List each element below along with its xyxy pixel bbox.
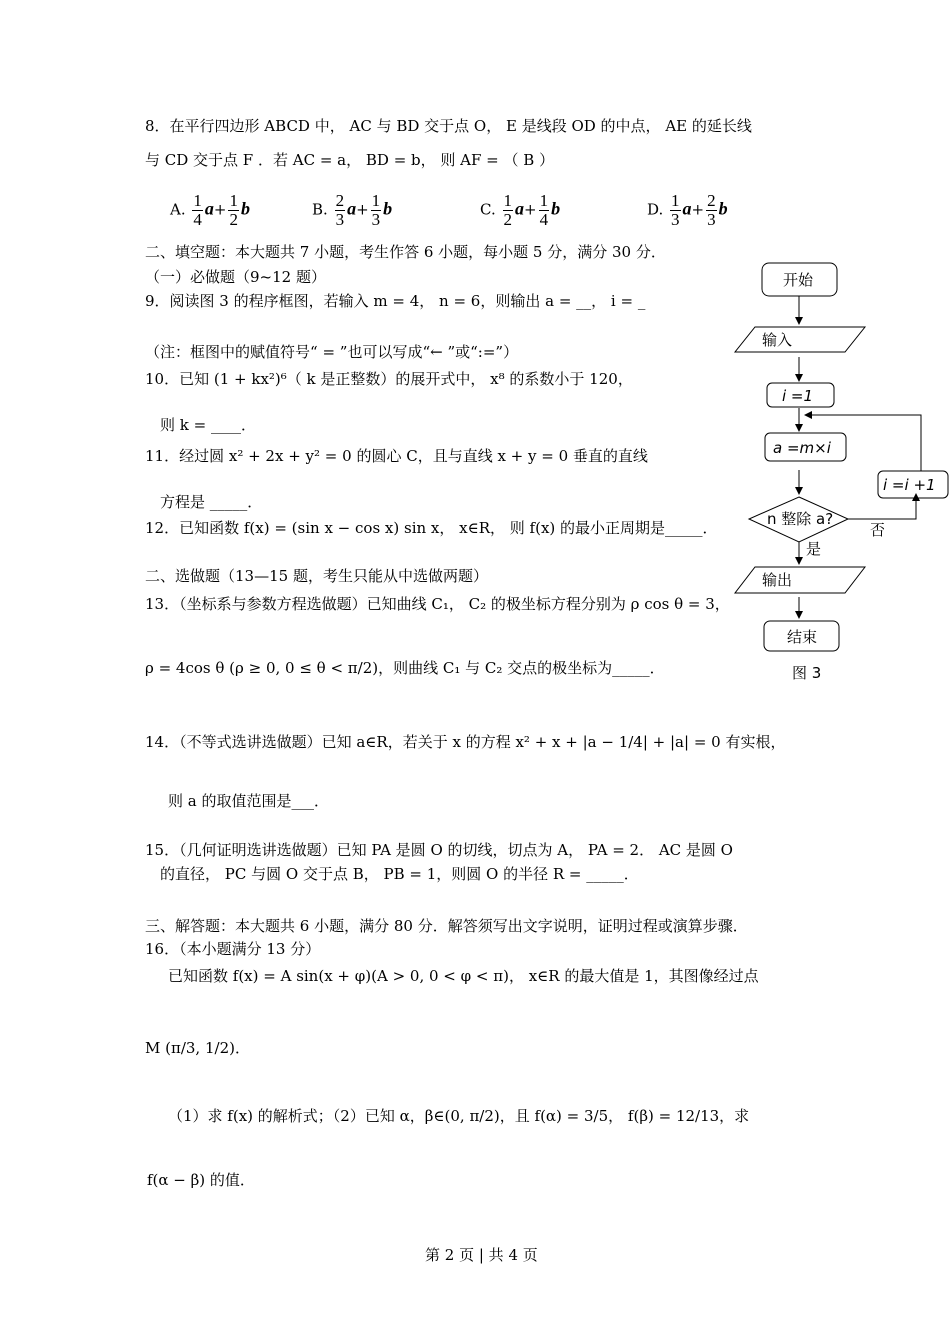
fraction: $\frac{1}{3}$ [371,191,381,229]
end-label: 结束 [787,628,818,646]
output-label: 输出 [762,571,793,589]
q15: 15．（几何证明选讲选做题）已知 PA 是圆 O 的切线，切点为 A， PA = 2． AC 是圆 O [145,841,733,859]
fraction: $\frac{1}{3}$ [671,191,680,229]
figure-caption: 图 3 [792,664,822,682]
input-node [735,327,865,352]
start-label: 开始 [783,271,814,289]
q8-line2 [145,150,554,170]
q13: 13．（坐标系与参数方程选做题）已知曲线 C₁， C₂ 的极坐标方程分别为 ρ cos θ = 3， [145,595,730,613]
choice-label: B. [312,200,328,219]
q11-answer-line: 方程是 _____． [160,493,263,511]
input-label: 输入 [762,331,793,349]
section-3-heading: 三、解答题：本大题共 6 小题，满分 80 分．解答须写出文字说明，证明过程或演算步骤． [145,917,748,935]
q14: 14．（不等式选讲选做题）已知 a∈R，若关于 x 的方程 x² + x + |a − 1/4| + |a| = 0 有实根， [145,733,786,751]
q16-heading: 16．（本小题满分 13 分） [145,940,321,958]
choice-label: A. [170,200,186,219]
condition-label: n 整除 a? [767,510,834,528]
q10: 10．已知 (1 + kx²)⁶（ k 是正整数）的展开式中， x⁸ 的系数小于 120， [145,370,633,388]
q15-line2: 的直径， PC 与圆 O 交于点 B， PB = 1，则圆 O 的半径 R = _____． [160,865,639,883]
output-node [735,567,865,593]
q13-line2: ρ = 4cos θ (ρ ≥ 0, 0 ≤ θ < π/2)，则曲线 C₁ 与 C₂ 交点的极坐标为_____． [145,659,665,677]
section-2-sub: （一）必做题（9~12 题） [145,268,326,286]
q9-note: （注：框图中的赋值符号“ = ”也可以写成“← ”或“:=”） [145,343,519,361]
choice-label: C. [480,200,496,219]
page-footer: 第 2 页 | 共 4 页 [425,1246,538,1264]
q8-answer: （ B ） [503,151,555,169]
q11: 11．经过圆 x² + 2x + y² = 0 的圆心 C，且与直线 x + y = 0 垂直的直线 [145,447,648,465]
choice-c: C. $\frac{1}{2}$ a+ $\frac{1}{4}$ b [480,191,561,229]
q8-stem: 与 CD 交于点 F ．若 AC = a， BD = b， 则 AF = [145,151,499,169]
choice-label: D. [647,200,664,219]
assign-label: a =m×i [773,439,831,457]
q12: 12．已知函数 f(x) = (sin x − cos x) sin x， x∈R， 则 f(x) 的最小正周期是_____． [145,519,718,537]
flowchart-figure-3 [720,255,950,695]
q16-final: f(α − β) 的值． [147,1171,255,1189]
init-label: i =1 [782,387,814,405]
q14-answer-line: 则 a 的取值范围是___． [168,792,329,810]
fraction: $\frac{1}{2}$ [229,191,238,229]
section-2-heading: 二、填空题：本大题共 7 小题，考生作答 6 小题，每小题 5 分，满分 30 分． [145,243,666,261]
increment-label: i =i +1 [883,476,936,494]
q8-line1: 8．在平行四边形 ABCD 中， AC 与 BD 交于点 O， E 是线段 OD 的中点， AE 的延长线 [145,117,752,135]
yes-label: 是 [806,540,822,558]
q16-parts: （1）求 f(x) 的解析式；（2）已知 α，β∈(0, π/2)，且 f(α) = 3/5， f(β) = 12/13，求 [168,1107,750,1125]
q9: 9．阅读图 3 的程序框图，若输入 m = 4， n = 6，则输出 a = __， i = _ [145,292,646,310]
fraction: $\frac{1}{4}$ [539,191,549,229]
choice-b: B. $\frac{2}{3}$ a+ $\frac{1}{3}$ b [312,191,393,229]
fraction: $\frac{2}{3}$ [335,191,345,229]
fraction: $\frac{1}{4}$ [193,191,202,229]
choice-d: D. $\frac{1}{3}$ a+ $\frac{2}{3}$ b [647,191,728,229]
q16-point-m: M (π/3, 1/2)． [145,1039,250,1057]
q10-answer-line: 则 k = ____． [160,416,256,434]
fraction: $\frac{1}{2}$ [503,191,512,229]
section-optional-heading: 二、选做题（13—15 题，考生只能从中选做两题） [145,567,488,585]
choice-a: A. $\frac{1}{4}$ a+ $\frac{1}{2}$ b [170,191,250,229]
q16-stem: 已知函数 f(x) = A sin(x + φ)(A > 0, 0 < φ < π)， x∈R 的最大值是 1，其图像经过点 [168,967,759,985]
fraction: $\frac{2}{3}$ [707,191,716,229]
no-label: 否 [870,521,886,539]
